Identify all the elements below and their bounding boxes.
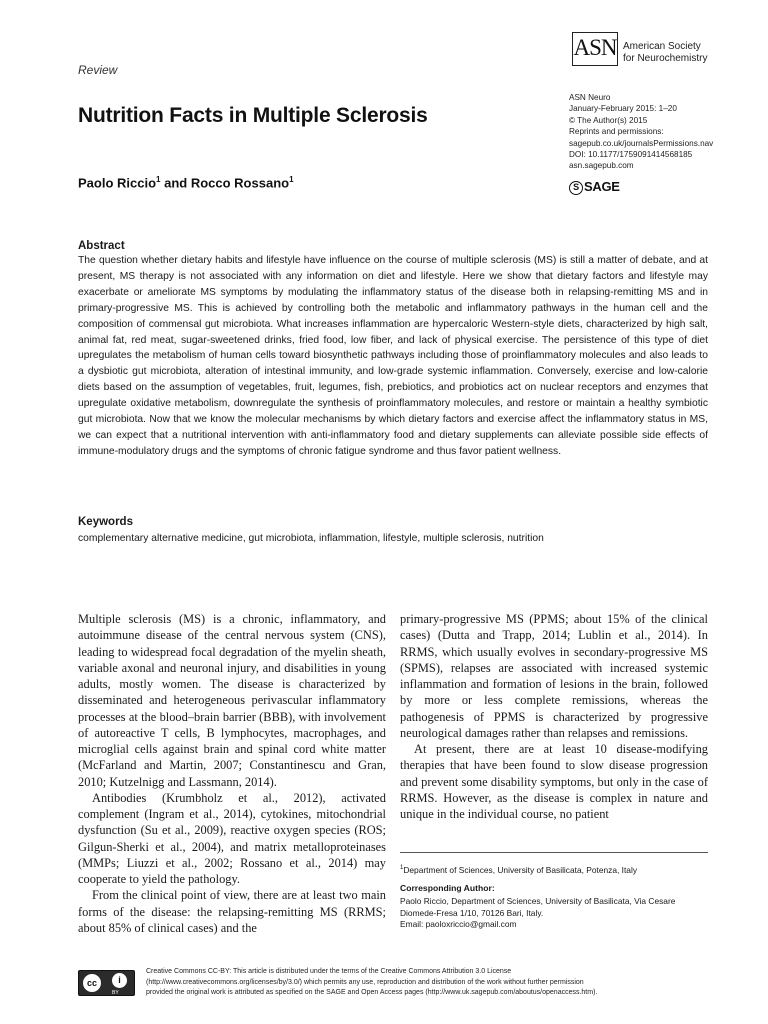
footnote-divider <box>400 852 708 853</box>
journal-name: ASN Neuro <box>569 93 611 102</box>
copyright: © The Author(s) 2015 <box>569 115 648 125</box>
affiliation-footnote <box>400 863 637 876</box>
body-paragraph: primary-progressive MS (PPMS; about 15% of the clinical cases) (Dutta and Trapp, 2014; Lublin et al., 2014). In RRMS, which usually evolves in secondary-progressive MS (SPMS), relapses are associated with increased systemic inflammation and formation of lesions in the brain, followed by more or less complete remissions, whereas the pathogenesis of PPMS is characterized by progressive neurological damages rather than relapses and remissions. <box>400 612 708 740</box>
affiliation-text: Department of Sciences, University of Basilicata, Potenza, Italy <box>403 864 638 875</box>
body-paragraph: At present, there are at least 10 disease-modifying therapies that have been found to slow disease progression and prevent some disability symptoms, but only in the case of RRMS. However, as the disease is complex in nature and unique in the individual course, no patient <box>400 742 708 821</box>
body-paragraph: Antibodies (Krumbholz et al., 2012), activated complement (Ingram et al., 2014), cytokines, mitochondrial dysfunction (Su et al., 2009), reactive oxygen species (ROS; Gilgun-Sherki et al., 2004), and matrix metalloproteinases (MMPs; Liuzzi et al., 2002; Rossano et al., 2014) may cooperate to yield the pathology. <box>78 790 386 886</box>
sage-logo-text: SAGE <box>584 179 620 194</box>
corresponding-address-line: Paolo Riccio, Department of Sciences, University of Basilicata, Via Cesare <box>400 896 676 906</box>
author-list <box>78 175 294 190</box>
reprints-label: Reprints and permissions: <box>569 127 664 137</box>
doi[interactable]: DOI: 10.1177/1759091414568185 <box>569 150 693 160</box>
keywords-text: complementary alternative medicine, gut microbiota, inflammation, lifestyle, multiple sclerosis, nutrition <box>78 533 544 544</box>
body-column-left <box>78 611 386 936</box>
affiliation-marker: 1 <box>400 865 404 871</box>
corresponding-author-details <box>400 896 720 931</box>
publisher-name-line2: for Neurochemistry <box>623 53 708 64</box>
corresponding-address-line: Diomede-Fresa 1/10, 70126 Bari, Italy. <box>400 907 544 918</box>
publisher-name <box>623 41 707 65</box>
author-name: Rocco Rossano <box>190 175 290 191</box>
reprints-url[interactable]: sagepub.co.uk/journalsPermissions.nav <box>569 138 714 148</box>
license-line: Creative Commons CC-BY: This article is distributed under the terms of the Creative Commons Attribution 3.0 License <box>146 968 512 975</box>
keywords-heading: Keywords <box>78 516 133 528</box>
body-paragraph: Multiple sclerosis (MS) is a chronic, inflammatory, and autoimmune disease of the central nervous system (CNS), leading to widespread focal degradation of the myelin sheath, variable axonal and neuronal injury, and disabilities in young adults, mostly women. The disease is characterized by disseminated and heterogeneous perivascular inflammatory processes at the blood–brain barrier (BBB), with involvement of autoreactive T cells, B lymphocytes, macrophages, and microglial cells against brain and spinal cord white matter (McFarland and Martin, 2007; Constantinescu and Gran, 2010; Kutzelnigg and Lassmann, 2014). <box>78 612 386 789</box>
sage-mark-icon: S <box>569 181 583 195</box>
abstract-text: The question whether dietary habits and lifestyle have influence on the course of multiple sclerosis (MS) is still a matter of debate, and at present, MS therapy is not associated with any information on diet and lifestyle. Here we show that dietary factors and lifestyle may exacerbate or ameliorate MS symptoms by modulating the inflammatory status of the disease both in relapsing-remitting MS and in primary-progressive MS. This is achieved by controlling both the metabolic and inflammatory pathways in the human cell and the composition of commensal gut microbiota. What increases inflammation are hypercaloric Western-style diets, characterized by high salt, animal fat, red meat, sugar-sweetened drinks, fried food, low fiber, and lack of physical exercise. The persistence of this type of diet upregulates the metabolism of human cells toward biosynthetic pathways including those of proinflammatory molecules and also leads to a dysbiotic gut microbiota, alteration of intestinal immunity, and low-grade systemic inflammation. Conversely, exercise and low-calorie diets based on the assumption of vegetables, fruit, legumes, fish, prebiotics, and probiotics act on nuclear receptors and enzymes that upregulate oxidative metabolism, downregulate the synthesis of proinflammatory molecules, and restore or maintain a healthy symbiotic gut microbiota. Now that we know the molecular mechanisms by which dietary factors and exercise affect the inflammatory status in MS, we can expect that a nutritional intervention with anti-inflammatory food and dietary supplements can alleviate possible side effects of immune-modulatory drugs and the symptoms of chronic fatigue syndrome and thus favor patient wellness. <box>78 255 708 457</box>
abstract-heading: Abstract <box>78 240 125 252</box>
section-label: Review <box>78 63 118 77</box>
asn-logo-mark: ASN <box>572 32 618 66</box>
by-person-icon: i <box>112 973 127 988</box>
asn-logo <box>572 32 717 70</box>
affiliation-marker: 1 <box>156 175 161 184</box>
sage-logo <box>569 179 620 195</box>
journal-site[interactable]: asn.sagepub.com <box>569 161 634 171</box>
journal-issue: January-February 2015: 1–20 <box>569 104 677 114</box>
license-line[interactable]: (http://www.creativecommons.org/licenses/by/3.0/) which permits any use, reproduction and distribution of the work without further permission <box>146 978 584 986</box>
body-paragraph: From the clinical point of view, there are at least two main forms of the disease: the relapsing-remitting MS (RRMS; about 85% of clinical cases) and the <box>78 888 386 935</box>
license-text <box>146 967 726 999</box>
article-title: Nutrition Facts in Multiple Sclerosis <box>78 104 428 127</box>
cc-icon: cc <box>83 974 101 992</box>
corresponding-author-heading: Corresponding Author: <box>400 883 495 893</box>
by-label: BY <box>112 990 119 996</box>
license-line[interactable]: provided the original work is attributed as specified on the SAGE and Open Access pages (http://www.uk.sagepub.com/aboutus/openaccess.htm). <box>146 989 598 996</box>
author-join: and <box>160 175 191 191</box>
journal-info <box>569 92 739 172</box>
publisher-name-line1: American Society <box>623 41 701 52</box>
body-column-right <box>400 611 708 822</box>
affiliation-marker: 1 <box>289 175 294 184</box>
corresponding-email[interactable]: Email: paoloxriccio@gmail.com <box>400 919 517 929</box>
cc-by-badge-icon <box>78 970 135 996</box>
author-name: Paolo Riccio <box>78 175 157 191</box>
